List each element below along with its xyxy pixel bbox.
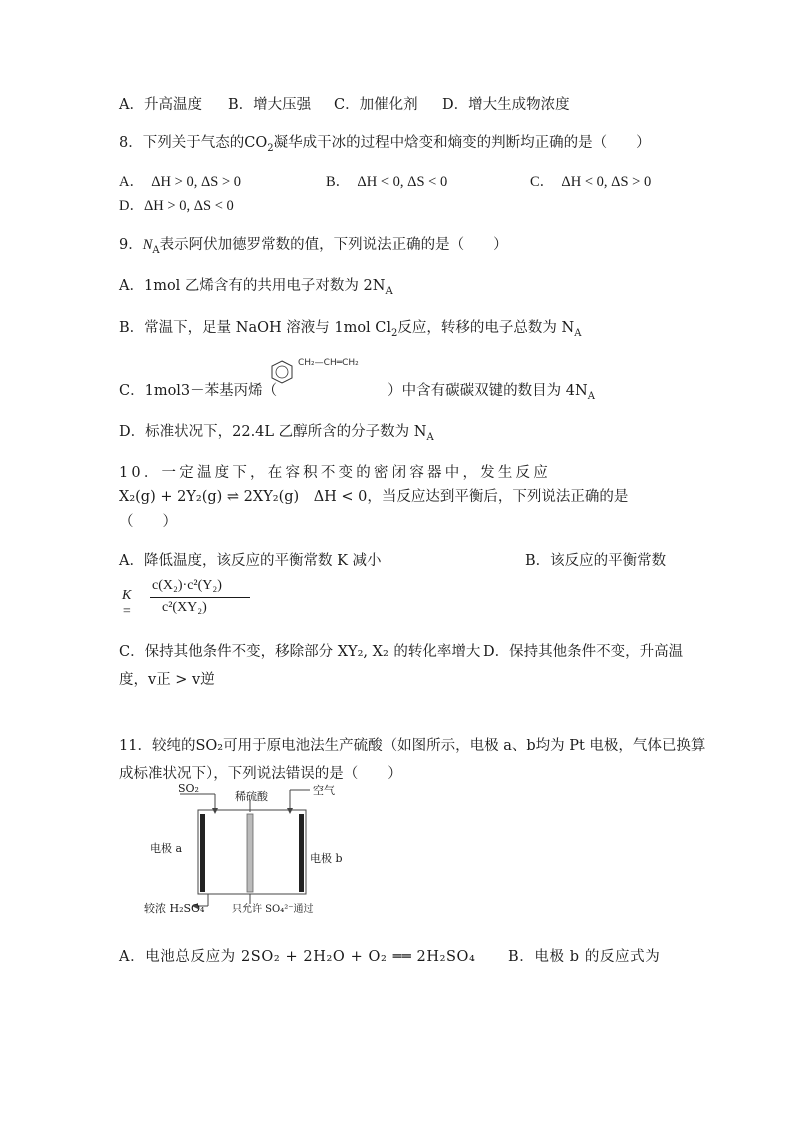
label-electrode-b: 电极 b [310,852,343,865]
q9-option-c-sub: A [587,390,595,402]
k-numerator: c(X₂)·c²(Y₂) [152,578,222,593]
k-denominator: c²(XY₂) [162,600,207,615]
q10-option-b: B．该反应的平衡常数 [525,553,667,569]
q8-option-b: B． ΔH < 0, ΔS < 0 [326,174,448,190]
q9-option-a [119,276,393,302]
q9-option-b-sub2: A [574,327,582,339]
label-dilute-acid: 稀硫酸 [235,790,268,803]
q9-stem-na: N [142,237,153,253]
q9-option-d-text: D．标准状况下，22.4L 乙醇所含的分子数为 N [119,424,427,440]
q10-option-d-line2: 度，v正 > v逆 [119,672,215,688]
q8-option-c: C． ΔH < 0, ΔS > 0 [530,174,652,190]
q7-option-d: D．增大生成物浓度 [442,97,570,113]
q9-option-c [119,381,595,407]
electrolytic-cell-diagram [140,782,380,922]
q9-stem-pre: 9． [119,237,143,253]
q10-equation: X₂(g) + 2Y₂(g) ⇌ 2XY₂(g) ΔH < 0，当反应达到平衡后，下列说法正确的是 [119,489,629,505]
label-so2: SO₂ [178,782,199,795]
q11-stem-line2: 成标准状况下），下列说法错误的是（ ） [119,766,402,782]
q9-option-d-sub: A [426,431,434,443]
label-conc-acid: 较浓 H₂SO₄ [144,902,205,915]
propene-chain-label: CH₂—CH═CH₂ [298,358,359,368]
q7-option-b: B．增大压强 [228,97,312,113]
q8-option-d: D．ΔH > 0, ΔS < 0 [119,198,234,214]
q8-stem [119,133,651,159]
q10-option-c: C．保持其他条件不变，移除部分 XY₂, X₂ 的转化率增大 [119,644,481,660]
q10-stem-line1: 10．一定温度下，在容积不变的密闭容器中，发生反应 [119,465,551,481]
q10-option-a: A．降低温度，该反应的平衡常数 K 减小 [119,553,382,569]
k-label: K = [122,588,132,619]
q11-option-a: A．电池总反应为 2SO₂ + 2H₂O + O₂ ══ 2H₂SO₄ [119,949,476,965]
q9-option-c-post: ）中含有碳碳双键的数目为 4N [387,383,588,399]
label-membrane: 只允许 SO₄²⁻通过 [232,904,314,915]
q7-option-c: C．加催化剂 [334,97,418,113]
q10-option-d-line1: D．保持其他条件不变，升高温 [483,644,684,660]
q9-option-a-sub: A [385,285,393,297]
q8-stem-sub: 2 [267,142,274,154]
q9-option-a-text: A．1mol 乙烯含有的共用电子对数为 2N [119,278,386,294]
q9-option-b-post: 反应，转移的电子总数为 N [397,320,575,336]
label-electrode-a: 电极 a [150,842,183,855]
label-air: 空气 [313,784,335,797]
q8-stem-before: 8．下列关于气态的CO [119,135,268,151]
q9-stem [119,235,508,261]
q9-stem-na-sub: A [152,244,160,256]
q9-option-c-pre: C．1mol3－苯基丙烯（ [119,383,278,399]
q8-stem-after: 凝华成干冰的过程中焓变和熵变的判断均正确的是（ ） [273,135,651,151]
q11-option-b: B．电极 b 的反应式为 [508,949,661,965]
q9-option-d [119,422,434,448]
q7-option-a: A．升高温度 [119,97,202,113]
q11-stem-line1: 11．较纯的SO₂可用于原电池法生产硫酸（如图所示，电极 a、b均为 Pt 电极，气体已换算 [119,738,706,754]
fraction-bar [150,597,250,598]
q10-paren: （ ） [119,514,177,530]
q9-option-b-pre: B．常温下，足量 NaOH 溶液与 1mol Cl [119,320,392,336]
q9-option-b [119,318,581,344]
q9-option-b-sub: 2 [391,327,398,339]
q9-stem-after: 表示阿伏加德罗常数的值，下列说法正确的是（ ） [159,237,508,253]
q8-option-a: A． ΔH > 0, ΔS > 0 [119,174,242,190]
